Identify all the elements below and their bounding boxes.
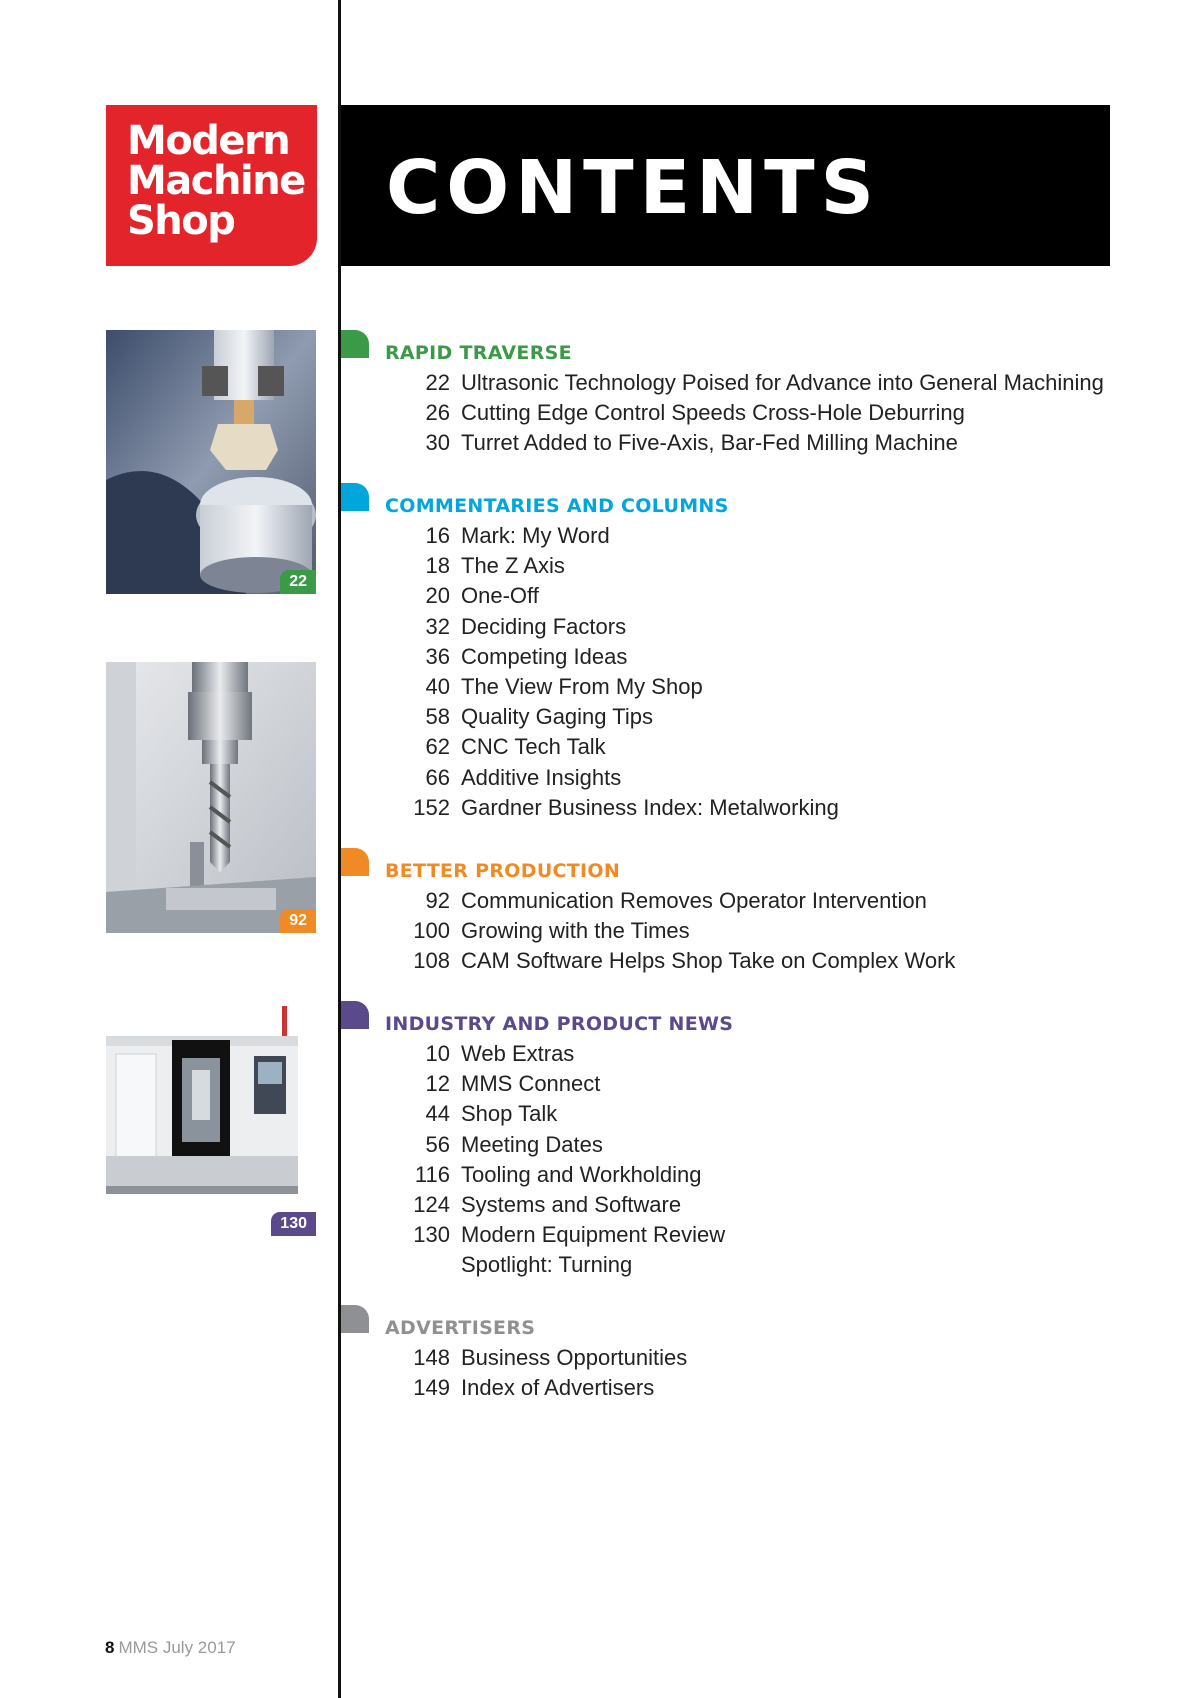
logo-line-3: Shop [127, 198, 235, 244]
toc-entry[interactable] [341, 702, 1121, 732]
toc-title: CNC Tech Talk [461, 734, 606, 760]
toc-entry[interactable] [341, 368, 1121, 398]
toc-entry[interactable] [341, 551, 1121, 581]
toc-page-number: 92 [425, 888, 450, 913]
toc-title: Web Extras [461, 1041, 575, 1066]
toc-title: Systems and Software [461, 1191, 682, 1217]
section-tab-marker [341, 483, 369, 511]
toc-page-number: 26 [425, 400, 450, 426]
toc-entry[interactable] [341, 581, 1121, 611]
toc-page-number: 148 [413, 1345, 450, 1370]
toc-title: Spotlight: Turning [461, 1252, 633, 1278]
drill-tool-image [106, 662, 316, 933]
section-title: RAPID TRAVERSE [385, 342, 572, 364]
toc-entry[interactable] [341, 732, 1121, 762]
footer-issue: MMS July 2017 [118, 1638, 236, 1657]
section-title: ADVERTISERS [385, 1317, 536, 1339]
toc-entry[interactable] [341, 886, 1121, 916]
toc-page-number: 20 [425, 583, 450, 609]
toc-title: The Z Axis [461, 553, 565, 579]
section-tab-marker [341, 1001, 369, 1029]
toc-page-number: 58 [425, 704, 450, 730]
toc-page-number: 10 [425, 1041, 450, 1066]
photo-page-badge: 22 [280, 570, 316, 594]
toc-title: Competing Ideas [461, 643, 628, 669]
page-title: CONTENTS [386, 145, 880, 231]
toc-entry[interactable] [341, 946, 1121, 976]
section-tab-marker [341, 330, 369, 358]
toc-page-number: 44 [425, 1101, 450, 1127]
toc-entry[interactable] [341, 1373, 1121, 1403]
toc-page-number: 12 [425, 1071, 450, 1097]
toc-page-number: 108 [413, 948, 450, 974]
toc-entry[interactable] [341, 1190, 1121, 1220]
toc-entry[interactable] [341, 763, 1121, 793]
toc-title: Turret Added to Five-Axis, Bar-Fed Milling Machine [461, 430, 958, 456]
toc-page-number: 16 [425, 523, 450, 548]
toc-entry[interactable] [341, 428, 1121, 458]
toc-title: Additive Insights [461, 764, 622, 790]
toc-title: Meeting Dates [461, 1131, 603, 1157]
magazine-logo[interactable] [106, 105, 317, 266]
toc-page-number: 62 [425, 734, 450, 760]
machining-head-image [106, 330, 316, 594]
toc-page-number: 18 [425, 553, 450, 579]
photo-turning-center[interactable] [106, 1006, 316, 1236]
toc-title: Cutting Edge Control Speeds Cross-Hole Deburring [461, 400, 965, 426]
toc-page-number: 56 [425, 1131, 450, 1157]
toc-title: Index of Advertisers [461, 1375, 655, 1401]
toc-title: Communication Removes Operator Intervention [461, 888, 927, 913]
toc-title: CAM Software Helps Shop Take on Complex Work [461, 948, 956, 974]
toc-page-number: 130 [413, 1222, 450, 1248]
photo-page-badge: 92 [280, 909, 316, 933]
toc-title: Deciding Factors [461, 613, 627, 639]
turning-center-image [106, 1006, 316, 1236]
toc-page-number: 22 [425, 370, 450, 395]
toc-entry[interactable] [341, 612, 1121, 642]
toc-title: Tooling and Workholding [461, 1161, 702, 1187]
toc-entry[interactable] [341, 521, 1121, 551]
toc-entry[interactable] [341, 793, 1121, 823]
page-footer [105, 1638, 236, 1658]
toc-title: Ultrasonic Technology Poised for Advance into General Machining [461, 370, 1104, 395]
toc-title: Gardner Business Index: Metalworking [461, 794, 839, 820]
toc-title: Business Opportunities [461, 1345, 688, 1370]
toc-title: Growing with the Times [461, 918, 690, 944]
toc-page-number: 152 [413, 794, 450, 820]
toc-title: The View From My Shop [461, 673, 703, 699]
toc-entry[interactable] [341, 1343, 1121, 1373]
toc-entry[interactable] [341, 398, 1121, 428]
toc-title: Shop Talk [461, 1101, 558, 1127]
photo-drilling-tool[interactable] [106, 662, 316, 933]
toc-entry[interactable] [341, 642, 1121, 672]
toc-page-number: 30 [425, 430, 450, 456]
toc-entry[interactable] [341, 672, 1121, 702]
toc-page-number: 149 [413, 1375, 450, 1401]
toc-page-number: 116 [414, 1161, 450, 1187]
toc-entry[interactable] [341, 1069, 1121, 1099]
section-title: INDUSTRY AND PRODUCT NEWS [385, 1013, 734, 1035]
photo-ultrasonic-machining[interactable] [106, 330, 316, 594]
footer-page-number: 8 [105, 1638, 115, 1657]
toc-page-number: 100 [413, 918, 450, 944]
section-tab-marker [341, 848, 369, 876]
toc-entry[interactable] [341, 1220, 1121, 1250]
section-tab-marker [341, 1305, 369, 1333]
toc-title: Quality Gaging Tips [461, 704, 653, 730]
toc-title: Mark: My Word [461, 523, 610, 548]
toc-title: One-Off [461, 583, 539, 609]
toc-entry[interactable] [341, 1160, 1121, 1190]
toc-entry[interactable] [341, 916, 1121, 946]
toc-entry[interactable] [341, 1130, 1121, 1160]
toc-entry[interactable] [341, 1039, 1121, 1069]
photo-page-badge: 130 [271, 1212, 316, 1236]
toc-page-number: 124 [413, 1191, 450, 1217]
toc-title: MMS Connect [461, 1071, 601, 1097]
section-title: BETTER PRODUCTION [385, 860, 621, 882]
toc-page-number: 40 [425, 673, 450, 699]
logo-line-1: Modern [127, 118, 290, 164]
toc-entry[interactable] [341, 1250, 1121, 1280]
toc-page-number: 32 [425, 613, 450, 639]
section-title: COMMENTARIES AND COLUMNS [385, 495, 729, 517]
toc-page-number: 36 [425, 643, 450, 669]
contents-banner [341, 105, 1110, 266]
toc-entry[interactable] [341, 1099, 1121, 1129]
toc-title: Modern Equipment Review [461, 1222, 726, 1248]
toc-page-number: 66 [425, 764, 450, 790]
logo-line-2: Machine [127, 158, 305, 204]
